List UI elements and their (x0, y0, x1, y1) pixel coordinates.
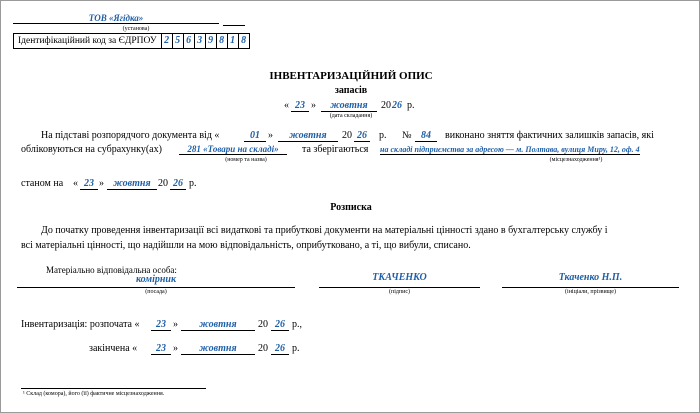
company-extra-line (223, 25, 245, 26)
edrpou-digit: 2 (162, 34, 173, 48)
edrpou-digit: 5 (173, 34, 184, 48)
compile-date-year-prefix: 20 (381, 100, 391, 111)
inventory-started-r: р., (292, 319, 302, 330)
compile-date-year: 26 (392, 100, 402, 111)
basis-location: на складі підприємства за адресою — м. Полтава, вулиця Миру, 12, оф. 4 (380, 145, 640, 154)
as-of-day: 23 (80, 178, 98, 190)
responsible-signature: ТКАЧЕНКО (372, 272, 427, 283)
as-of-month: жовтня (107, 178, 157, 190)
basis-num-sign: № (402, 130, 412, 141)
document-title: ІНВЕНТАРИЗАЦІЙНИЙ ОПИС (269, 70, 433, 82)
as-of-quote: « (73, 178, 78, 189)
compile-date-r: р. (407, 100, 415, 111)
basis-year-prefix: 20 (342, 130, 352, 141)
responsible-label: Матеріально відповідальна особа: (46, 265, 177, 275)
inventory-finished-month: жовтня (181, 343, 255, 355)
as-of-r: р. (189, 178, 197, 189)
footnote: ¹ Склад (комора), його (її) фактичне місцезнаходження. (23, 391, 165, 397)
compile-date-month: жовтня (321, 100, 377, 112)
basis-text2: виконано зняття фактичних залишків запасів, які (445, 130, 654, 141)
edrpou-digit: 9 (206, 34, 217, 48)
edrpou-digit: 8 (241, 35, 247, 46)
company-name: ТОВ «Ягідка» (13, 13, 219, 24)
position-line (17, 287, 295, 288)
compile-date-caption: (дата складання) (329, 113, 373, 119)
basis-month: жовтня (278, 130, 338, 142)
basis-text3: обліковуються на субрахунку(ах) (21, 144, 162, 155)
position-caption: (посада) (145, 289, 167, 295)
basis-year: 26 (354, 130, 370, 142)
inventory-finished-r: р. (292, 343, 300, 354)
compile-date-quote: « (284, 100, 289, 111)
basis-quote-close: » (268, 130, 273, 141)
inventory-started-label: Інвентаризація: розпочата « (21, 319, 140, 330)
receipt-line1: До початку проведення інвентаризації всі видаткові та прибуткові документи на матеріальні цінності здано в бухгалтерську службу і (41, 225, 608, 236)
document-subtitle: запасів (334, 85, 368, 96)
basis-caption-loc: (місцезнаходження¹) (549, 157, 603, 163)
as-of-year-prefix: 20 (158, 178, 168, 189)
name-caption: (ініціали, прізвище) (565, 289, 616, 295)
basis-text1: На підставі розпорядчого документа від « (41, 130, 220, 141)
edrpou-digit: 3 (195, 34, 206, 48)
basis-r: р. (379, 130, 387, 141)
basis-subaccount: 281 «Товари на складі» (179, 144, 287, 155)
as-of-quote-close: » (99, 178, 104, 189)
compile-date-quote-close: » (311, 100, 316, 111)
inventory-started-quote-close: » (173, 319, 178, 330)
inventory-finished-quote-close: » (173, 343, 178, 354)
edrpou-digit: 6 (184, 34, 195, 48)
inventory-started-day: 23 (151, 319, 171, 331)
basis-text4: та зберігаються (302, 144, 369, 155)
inventory-finished-year-prefix: 20 (258, 343, 268, 354)
signature-caption: (підпис) (388, 289, 410, 295)
responsible-name: Ткаченко Н.П. (558, 272, 623, 283)
inventory-finished-day: 23 (151, 343, 171, 355)
receipt-title: Розписка (330, 202, 372, 213)
footnote-divider (21, 388, 206, 389)
inventory-finished-label: закінчена « (89, 343, 138, 354)
name-line (502, 287, 679, 288)
inventory-started-month: жовтня (181, 319, 255, 331)
inventory-started-year: 26 (271, 319, 289, 331)
company-caption: (установа) (122, 26, 150, 32)
responsible-position: комірник (135, 274, 177, 285)
basis-number: 84 (415, 130, 437, 142)
compile-date-day: 23 (291, 100, 309, 112)
signature-line (319, 287, 480, 288)
receipt-line2: всі матеріальні цінності, що надійшли на мою відповідальність, оприбутковано, а ті, що вибули, списано. (21, 240, 471, 251)
basis-caption-sub: (номер та назва) (225, 157, 267, 163)
edrpou-box (13, 33, 250, 49)
as-of-year: 26 (170, 178, 186, 190)
inventory-finished-year: 26 (271, 343, 289, 355)
basis-day: 01 (244, 130, 266, 142)
edrpou-digit: 1 (228, 34, 239, 48)
edrpou-label: Ідентифікаційний код за ЄДРПОУ (14, 34, 162, 48)
inventory-started-year-prefix: 20 (258, 319, 268, 330)
as-of-label: станом на (21, 178, 64, 189)
edrpou-digit: 8 (217, 34, 228, 48)
